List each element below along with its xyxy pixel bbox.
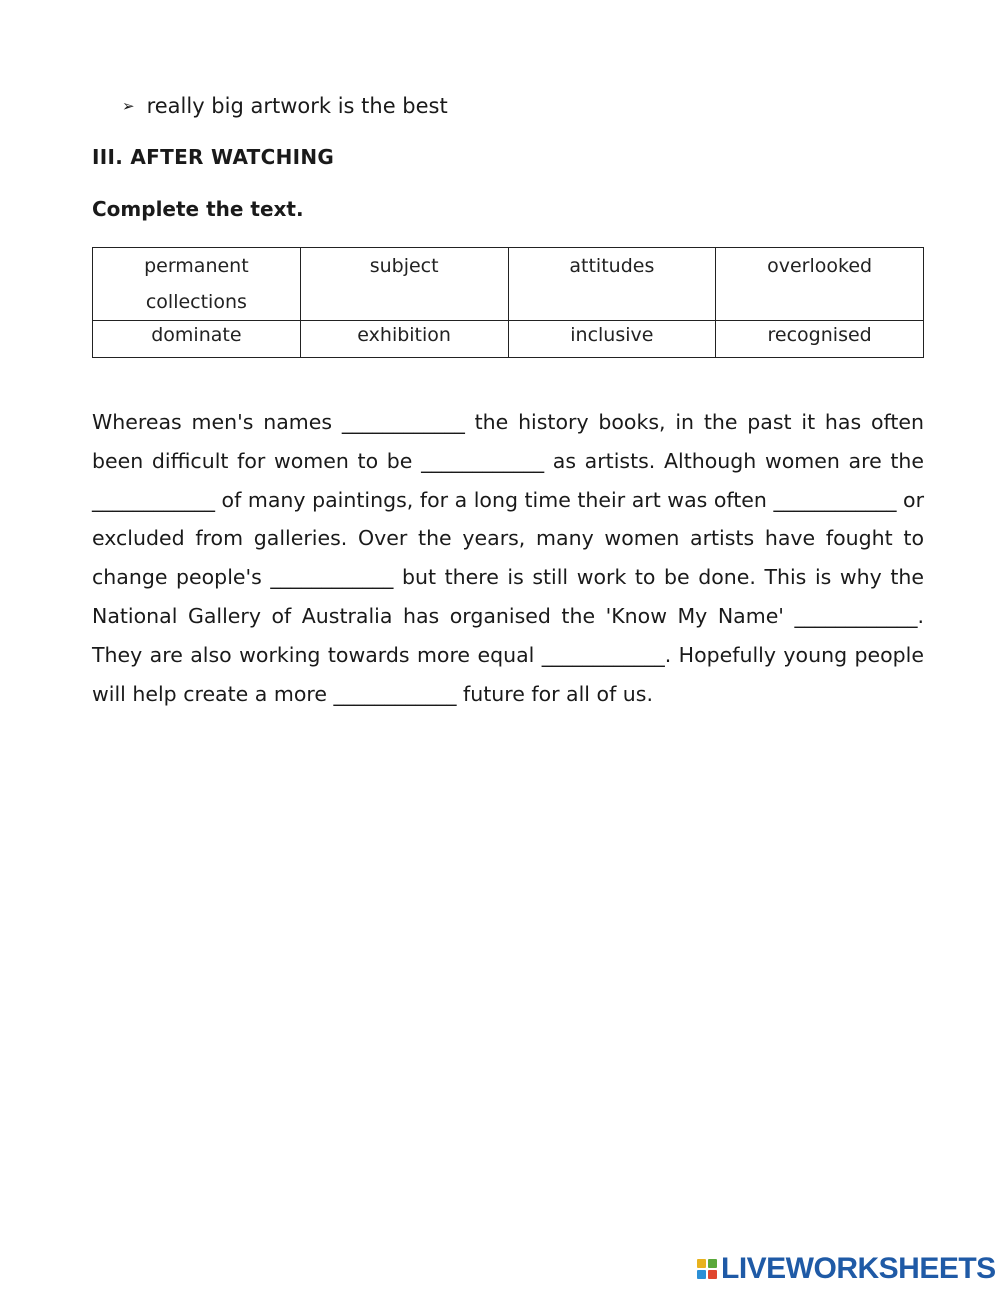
word-bank-cell: dominate <box>93 321 301 358</box>
bullet-text: really big artwork is the best <box>146 94 448 118</box>
word-bank-cell: subject <box>300 248 508 321</box>
logo-tiles-icon <box>697 1259 717 1279</box>
gap-fill-paragraph: Whereas men's names ____________ the history books, in the past it has often been difficult for women to be ____________ as artists. Although women are the ____________ of many paintings, for a long time their art was often ____________ or excluded from galleries. Over the years, many women artists have fought to change people's ____________ but there is still work to be done. This is why the National Gallery of Australia has organised the 'Know My Name' ____________. They are also working towards more equal ____________. Hopefully young people will help create a more ____________ future for all of us. <box>92 410 924 706</box>
word-bank-cell: exhibition <box>300 321 508 358</box>
word-bank-cell: permanent collections <box>93 248 301 321</box>
section-heading: III. AFTER WATCHING <box>92 145 335 169</box>
arrow-bullet-icon: ➢ <box>122 97 135 115</box>
word-bank-cell: recognised <box>716 321 924 358</box>
word-bank-table <box>92 247 924 358</box>
word-bank-row <box>93 321 924 358</box>
instruction-text: Complete the text. <box>92 197 304 221</box>
logo-text: LIVEWORKSHEETS <box>721 1252 996 1285</box>
word-bank-cell: overlooked <box>716 248 924 321</box>
liveworksheets-logo[interactable] <box>697 1252 996 1286</box>
bullet-item <box>122 92 448 120</box>
word-bank-row <box>93 248 924 321</box>
word-bank-cell: attitudes <box>508 248 716 321</box>
word-bank-cell: inclusive <box>508 321 716 358</box>
